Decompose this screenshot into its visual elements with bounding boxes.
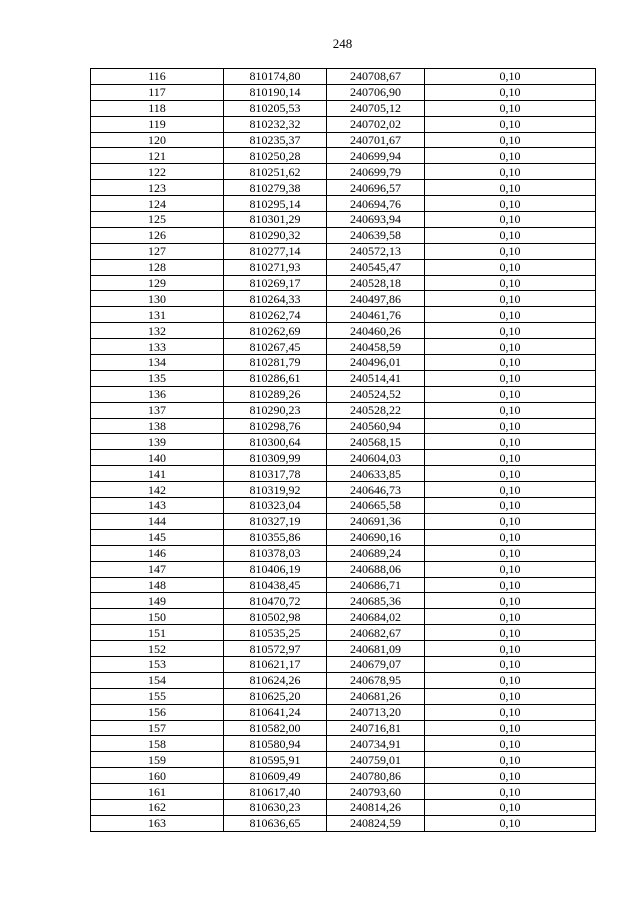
point-number-cell: 129	[91, 275, 224, 291]
y-coordinate-cell: 240684,02	[327, 609, 425, 625]
point-number-cell: 142	[91, 482, 224, 498]
x-coordinate-cell: 810300,64	[224, 434, 327, 450]
table-row	[91, 529, 596, 545]
table-row	[91, 450, 596, 466]
x-coordinate-cell: 810250,28	[224, 148, 327, 164]
x-coordinate-cell: 810232,32	[224, 116, 327, 132]
table-row	[91, 720, 596, 736]
error-cell: 0,10	[425, 625, 596, 641]
error-cell: 0,10	[425, 720, 596, 736]
error-cell: 0,10	[425, 641, 596, 657]
y-coordinate-cell: 240688,06	[327, 561, 425, 577]
y-coordinate-cell: 240685,36	[327, 593, 425, 609]
x-coordinate-cell: 810317,78	[224, 466, 327, 482]
table-row	[91, 577, 596, 593]
table-row	[91, 84, 596, 100]
x-coordinate-cell: 810174,80	[224, 69, 327, 85]
error-cell: 0,10	[425, 545, 596, 561]
table-row	[91, 355, 596, 371]
error-cell: 0,10	[425, 180, 596, 196]
error-cell: 0,10	[425, 799, 596, 815]
error-cell: 0,10	[425, 148, 596, 164]
error-cell: 0,10	[425, 355, 596, 371]
error-cell: 0,10	[425, 196, 596, 212]
coordinates-table	[90, 68, 596, 832]
table-row	[91, 243, 596, 259]
y-coordinate-cell: 240604,03	[327, 450, 425, 466]
point-number-cell: 116	[91, 69, 224, 85]
table-row	[91, 402, 596, 418]
table-row	[91, 482, 596, 498]
error-cell: 0,10	[425, 370, 596, 386]
error-cell: 0,10	[425, 513, 596, 529]
x-coordinate-cell: 810279,38	[224, 180, 327, 196]
table-row	[91, 100, 596, 116]
x-coordinate-cell: 810286,61	[224, 370, 327, 386]
point-number-cell: 154	[91, 672, 224, 688]
point-number-cell: 131	[91, 307, 224, 323]
error-cell: 0,10	[425, 593, 596, 609]
y-coordinate-cell: 240693,94	[327, 212, 425, 228]
y-coordinate-cell: 240706,90	[327, 84, 425, 100]
table-row	[91, 386, 596, 402]
error-cell: 0,10	[425, 291, 596, 307]
x-coordinate-cell: 810609,49	[224, 768, 327, 784]
point-number-cell: 135	[91, 370, 224, 386]
table-row	[91, 434, 596, 450]
y-coordinate-cell: 240682,67	[327, 625, 425, 641]
error-cell: 0,10	[425, 704, 596, 720]
error-cell: 0,10	[425, 418, 596, 434]
point-number-cell: 157	[91, 720, 224, 736]
y-coordinate-cell: 240702,02	[327, 116, 425, 132]
table-row	[91, 275, 596, 291]
x-coordinate-cell: 810295,14	[224, 196, 327, 212]
table-row	[91, 672, 596, 688]
x-coordinate-cell: 810378,03	[224, 545, 327, 561]
point-number-cell: 123	[91, 180, 224, 196]
y-coordinate-cell: 240528,22	[327, 402, 425, 418]
error-cell: 0,10	[425, 434, 596, 450]
y-coordinate-cell: 240461,76	[327, 307, 425, 323]
x-coordinate-cell: 810595,91	[224, 752, 327, 768]
point-number-cell: 127	[91, 243, 224, 259]
table-row	[91, 69, 596, 85]
x-coordinate-cell: 810301,29	[224, 212, 327, 228]
point-number-cell: 121	[91, 148, 224, 164]
table-row	[91, 466, 596, 482]
point-number-cell: 145	[91, 529, 224, 545]
point-number-cell: 130	[91, 291, 224, 307]
y-coordinate-cell: 240496,01	[327, 355, 425, 371]
x-coordinate-cell: 810636,65	[224, 815, 327, 831]
error-cell: 0,10	[425, 307, 596, 323]
y-coordinate-cell: 240824,59	[327, 815, 425, 831]
table-row	[91, 418, 596, 434]
y-coordinate-cell: 240759,01	[327, 752, 425, 768]
point-number-cell: 161	[91, 784, 224, 800]
table-row	[91, 148, 596, 164]
x-coordinate-cell: 810290,23	[224, 402, 327, 418]
table-row	[91, 625, 596, 641]
x-coordinate-cell: 810641,24	[224, 704, 327, 720]
error-cell: 0,10	[425, 84, 596, 100]
y-coordinate-cell: 240458,59	[327, 339, 425, 355]
x-coordinate-cell: 810625,20	[224, 688, 327, 704]
point-number-cell: 120	[91, 132, 224, 148]
point-number-cell: 158	[91, 736, 224, 752]
point-number-cell: 150	[91, 609, 224, 625]
error-cell: 0,10	[425, 815, 596, 831]
point-number-cell: 147	[91, 561, 224, 577]
y-coordinate-cell: 240568,15	[327, 434, 425, 450]
x-coordinate-cell: 810406,19	[224, 561, 327, 577]
point-number-cell: 159	[91, 752, 224, 768]
error-cell: 0,10	[425, 609, 596, 625]
error-cell: 0,10	[425, 656, 596, 672]
error-cell: 0,10	[425, 498, 596, 514]
y-coordinate-cell: 240679,07	[327, 656, 425, 672]
table-row	[91, 752, 596, 768]
point-number-cell: 143	[91, 498, 224, 514]
point-number-cell: 119	[91, 116, 224, 132]
error-cell: 0,10	[425, 450, 596, 466]
error-cell: 0,10	[425, 212, 596, 228]
table-row	[91, 545, 596, 561]
error-cell: 0,10	[425, 529, 596, 545]
point-number-cell: 156	[91, 704, 224, 720]
y-coordinate-cell: 240665,58	[327, 498, 425, 514]
table-row	[91, 641, 596, 657]
error-cell: 0,10	[425, 100, 596, 116]
y-coordinate-cell: 240633,85	[327, 466, 425, 482]
error-cell: 0,10	[425, 164, 596, 180]
x-coordinate-cell: 810309,99	[224, 450, 327, 466]
error-cell: 0,10	[425, 259, 596, 275]
table-row	[91, 513, 596, 529]
table-row	[91, 799, 596, 815]
y-coordinate-cell: 240681,26	[327, 688, 425, 704]
y-coordinate-cell: 240716,81	[327, 720, 425, 736]
y-coordinate-cell: 240686,71	[327, 577, 425, 593]
y-coordinate-cell: 240514,41	[327, 370, 425, 386]
point-number-cell: 128	[91, 259, 224, 275]
point-number-cell: 136	[91, 386, 224, 402]
y-coordinate-cell: 240524,52	[327, 386, 425, 402]
y-coordinate-cell: 240696,57	[327, 180, 425, 196]
x-coordinate-cell: 810277,14	[224, 243, 327, 259]
x-coordinate-cell: 810289,26	[224, 386, 327, 402]
point-number-cell: 151	[91, 625, 224, 641]
x-coordinate-cell: 810190,14	[224, 84, 327, 100]
x-coordinate-cell: 810580,94	[224, 736, 327, 752]
y-coordinate-cell: 240572,13	[327, 243, 425, 259]
y-coordinate-cell: 240678,95	[327, 672, 425, 688]
y-coordinate-cell: 240681,09	[327, 641, 425, 657]
error-cell: 0,10	[425, 402, 596, 418]
y-coordinate-cell: 240528,18	[327, 275, 425, 291]
x-coordinate-cell: 810355,86	[224, 529, 327, 545]
point-number-cell: 152	[91, 641, 224, 657]
error-cell: 0,10	[425, 243, 596, 259]
error-cell: 0,10	[425, 736, 596, 752]
point-number-cell: 149	[91, 593, 224, 609]
point-number-cell: 162	[91, 799, 224, 815]
error-cell: 0,10	[425, 339, 596, 355]
table-row	[91, 736, 596, 752]
x-coordinate-cell: 810630,23	[224, 799, 327, 815]
error-cell: 0,10	[425, 482, 596, 498]
table-row	[91, 212, 596, 228]
x-coordinate-cell: 810621,17	[224, 656, 327, 672]
y-coordinate-cell: 240694,76	[327, 196, 425, 212]
table-row	[91, 227, 596, 243]
error-cell: 0,10	[425, 69, 596, 85]
point-number-cell: 155	[91, 688, 224, 704]
error-cell: 0,10	[425, 275, 596, 291]
x-coordinate-cell: 810290,32	[224, 227, 327, 243]
y-coordinate-cell: 240690,16	[327, 529, 425, 545]
y-coordinate-cell: 240497,86	[327, 291, 425, 307]
y-coordinate-cell: 240689,24	[327, 545, 425, 561]
error-cell: 0,10	[425, 386, 596, 402]
x-coordinate-cell: 810535,25	[224, 625, 327, 641]
point-number-cell: 133	[91, 339, 224, 355]
error-cell: 0,10	[425, 672, 596, 688]
y-coordinate-cell: 240560,94	[327, 418, 425, 434]
x-coordinate-cell: 810502,98	[224, 609, 327, 625]
error-cell: 0,10	[425, 577, 596, 593]
page-number: 248	[332, 36, 353, 51]
point-number-cell: 148	[91, 577, 224, 593]
y-coordinate-cell: 240708,67	[327, 69, 425, 85]
x-coordinate-cell: 810251,62	[224, 164, 327, 180]
table-row	[91, 307, 596, 323]
error-cell: 0,10	[425, 752, 596, 768]
point-number-cell: 160	[91, 768, 224, 784]
x-coordinate-cell: 810572,97	[224, 641, 327, 657]
x-coordinate-cell: 810319,92	[224, 482, 327, 498]
point-number-cell: 153	[91, 656, 224, 672]
x-coordinate-cell: 810298,76	[224, 418, 327, 434]
table-row	[91, 196, 596, 212]
y-coordinate-cell: 240545,47	[327, 259, 425, 275]
error-cell: 0,10	[425, 323, 596, 339]
point-number-cell: 132	[91, 323, 224, 339]
table-row	[91, 370, 596, 386]
table-row	[91, 784, 596, 800]
table-row	[91, 593, 596, 609]
x-coordinate-cell: 810281,79	[224, 355, 327, 371]
y-coordinate-cell: 240780,86	[327, 768, 425, 784]
point-number-cell: 163	[91, 815, 224, 831]
error-cell: 0,10	[425, 768, 596, 784]
point-number-cell: 134	[91, 355, 224, 371]
point-number-cell: 138	[91, 418, 224, 434]
point-number-cell: 140	[91, 450, 224, 466]
error-cell: 0,10	[425, 688, 596, 704]
table-row	[91, 339, 596, 355]
x-coordinate-cell: 810262,69	[224, 323, 327, 339]
x-coordinate-cell: 810235,37	[224, 132, 327, 148]
y-coordinate-cell: 240639,58	[327, 227, 425, 243]
point-number-cell: 117	[91, 84, 224, 100]
y-coordinate-cell: 240701,67	[327, 132, 425, 148]
x-coordinate-cell: 810617,40	[224, 784, 327, 800]
table-row	[91, 815, 596, 831]
x-coordinate-cell: 810323,04	[224, 498, 327, 514]
table-row	[91, 768, 596, 784]
table-row	[91, 609, 596, 625]
point-number-cell: 137	[91, 402, 224, 418]
error-cell: 0,10	[425, 561, 596, 577]
table-row	[91, 704, 596, 720]
x-coordinate-cell: 810269,17	[224, 275, 327, 291]
point-number-cell: 141	[91, 466, 224, 482]
point-number-cell: 118	[91, 100, 224, 116]
table-row	[91, 561, 596, 577]
error-cell: 0,10	[425, 784, 596, 800]
error-cell: 0,10	[425, 227, 596, 243]
y-coordinate-cell: 240713,20	[327, 704, 425, 720]
point-number-cell: 126	[91, 227, 224, 243]
point-number-cell: 139	[91, 434, 224, 450]
y-coordinate-cell: 240814,26	[327, 799, 425, 815]
x-coordinate-cell: 810264,33	[224, 291, 327, 307]
coordinates-table-body	[91, 69, 596, 832]
table-row	[91, 259, 596, 275]
x-coordinate-cell: 810271,93	[224, 259, 327, 275]
y-coordinate-cell: 240460,26	[327, 323, 425, 339]
point-number-cell: 122	[91, 164, 224, 180]
x-coordinate-cell: 810470,72	[224, 593, 327, 609]
x-coordinate-cell: 810205,53	[224, 100, 327, 116]
y-coordinate-cell: 240691,36	[327, 513, 425, 529]
table-row	[91, 498, 596, 514]
table-row	[91, 132, 596, 148]
y-coordinate-cell: 240699,79	[327, 164, 425, 180]
table-row	[91, 180, 596, 196]
table-row	[91, 656, 596, 672]
error-cell: 0,10	[425, 466, 596, 482]
point-number-cell: 125	[91, 212, 224, 228]
x-coordinate-cell: 810582,00	[224, 720, 327, 736]
y-coordinate-cell: 240699,94	[327, 148, 425, 164]
y-coordinate-cell: 240734,91	[327, 736, 425, 752]
point-number-cell: 144	[91, 513, 224, 529]
x-coordinate-cell: 810327,19	[224, 513, 327, 529]
table-row	[91, 116, 596, 132]
y-coordinate-cell: 240705,12	[327, 100, 425, 116]
table-row	[91, 291, 596, 307]
table-row	[91, 323, 596, 339]
x-coordinate-cell: 810624,26	[224, 672, 327, 688]
error-cell: 0,10	[425, 116, 596, 132]
table-row	[91, 164, 596, 180]
x-coordinate-cell: 810267,45	[224, 339, 327, 355]
table-row	[91, 688, 596, 704]
point-number-cell: 124	[91, 196, 224, 212]
x-coordinate-cell: 810438,45	[224, 577, 327, 593]
point-number-cell: 146	[91, 545, 224, 561]
y-coordinate-cell: 240793,60	[327, 784, 425, 800]
error-cell: 0,10	[425, 132, 596, 148]
x-coordinate-cell: 810262,74	[224, 307, 327, 323]
y-coordinate-cell: 240646,73	[327, 482, 425, 498]
